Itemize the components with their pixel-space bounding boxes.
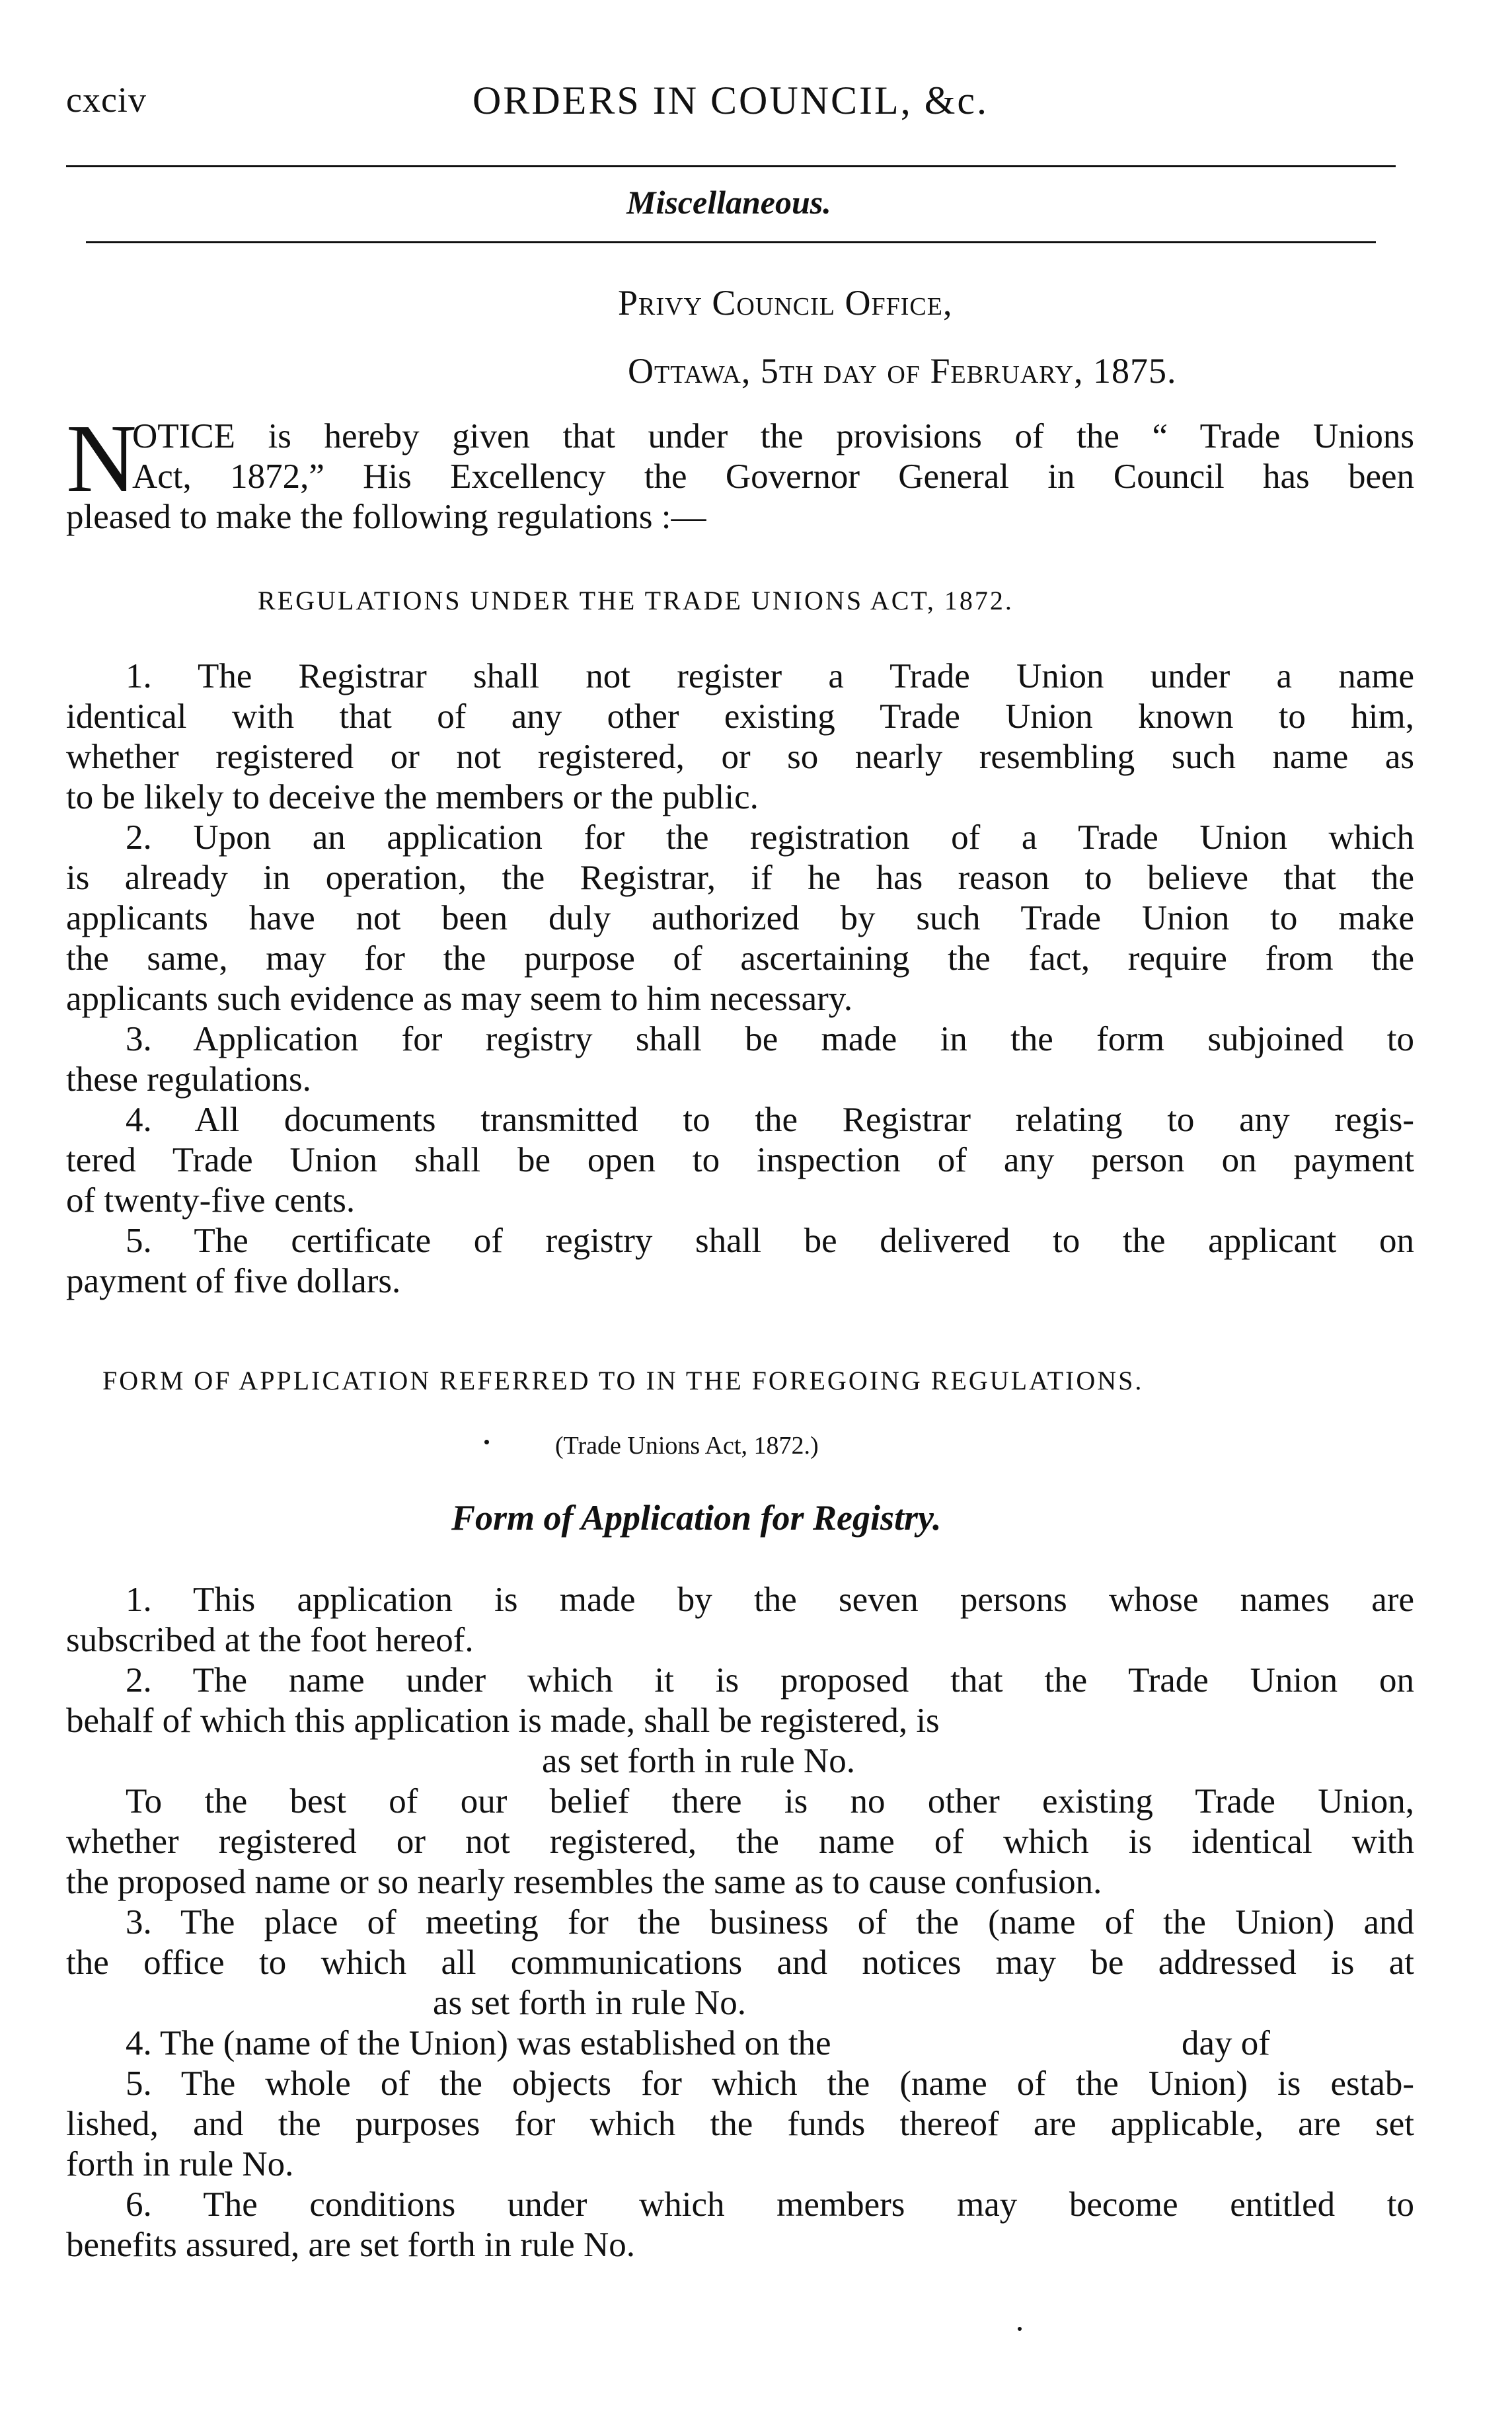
regulation-line: 2. Upon an application for the registration of a Trade Union which <box>126 818 1414 857</box>
notice-line-2: Act, 1872,” His Excellency the Governor General in Council has been <box>132 457 1414 496</box>
page-number: cxciv <box>66 80 147 120</box>
notice-line-3: pleased to make the following regulations :— <box>66 498 706 536</box>
regulation-line: 1. The Registrar shall not register a Trade Union under a name <box>126 657 1414 695</box>
form-heading: FORM OF APPLICATION REFERRED TO IN THE FOREGOING REGULATIONS. <box>102 1366 1144 1395</box>
regulation-line: the same, may for the purpose of ascertaining the fact, require from the <box>66 939 1414 978</box>
form-line-4-start: 4. The (name of the Union) was established on the <box>126 2024 831 2062</box>
stray-mark <box>484 1440 489 1444</box>
section-rule <box>86 241 1376 243</box>
form-line: as set forth in rule No. <box>542 1742 855 1780</box>
regulation-line: applicants such evidence as may seem to him necessary. <box>66 980 853 1018</box>
form-title: Form of Application for Registry. <box>451 1498 942 1538</box>
form-line: 3. The place of meeting for the business of the (name of the Union) and <box>126 1903 1414 1941</box>
form-line: as set forth in rule No. <box>433 1984 746 2022</box>
regulation-line: tered Trade Union shall be open to inspection of any person on payment <box>66 1141 1414 1179</box>
office-line: Privy Council Office, <box>618 283 953 323</box>
form-line: the office to which all communications and notices may be addressed is at <box>66 1943 1414 1982</box>
regulation-line: payment of five dollars. <box>66 1262 401 1300</box>
form-line-4-end: day of <box>1182 2024 1270 2062</box>
regulation-line: identical with that of any other existing Trade Union known to him, <box>66 697 1414 736</box>
form-body <box>66 1580 1414 2265</box>
regulation-line: is already in operation, the Registrar, if he has reason to believe that the <box>66 859 1414 897</box>
form-line: whether registered or not registered, the name of which is identical with <box>66 1822 1414 1861</box>
drop-cap: N <box>66 405 137 513</box>
form-line: subscribed at the foot hereof. <box>66 1621 474 1659</box>
regulations-list <box>66 656 1414 1302</box>
regulations-heading: REGULATIONS UNDER THE TRADE UNIONS ACT, 1872. <box>258 586 1014 615</box>
regulation-line: to be likely to deceive the members or the public. <box>66 778 759 816</box>
form-subheading: (Trade Unions Act, 1872.) <box>555 1432 819 1460</box>
form-line: 1. This application is made by the seven persons whose names are <box>126 1581 1414 1619</box>
form-line: lished, and the purposes for which the funds thereof are applicable, are set <box>66 2105 1414 2143</box>
section-title: Miscellaneous. <box>626 184 831 221</box>
form-line-4 <box>66 2023 1414 2064</box>
form-line: To the best of our belief there is no other existing Trade Union, <box>126 1782 1414 1821</box>
running-title: ORDERS IN COUNCIL, &c. <box>472 79 989 122</box>
regulation-line: applicants have not been duly authorized by such Trade Union to make <box>66 899 1414 937</box>
regulation-line: 3. Application for registry shall be made in the form subjoined to <box>126 1020 1414 1058</box>
top-rule <box>66 165 1396 167</box>
form-line: behalf of which this application is made, shall be registered, is <box>66 1702 940 1740</box>
regulation-line: 5. The certificate of registry shall be delivered to the applicant on <box>126 1222 1414 1260</box>
form-line: forth in rule No. <box>66 2145 294 2183</box>
notice-paragraph <box>66 416 1414 537</box>
form-line: 2. The name under which it is proposed that the Trade Union on <box>126 1661 1414 1700</box>
stray-mark <box>1018 2327 1022 2331</box>
form-line: 6. The conditions under which members may become entitled to <box>126 2185 1414 2224</box>
form-line: benefits assured, are set forth in rule No. <box>66 2226 635 2264</box>
regulation-line: of twenty-five cents. <box>66 1181 356 1220</box>
regulation-line: whether registered or not registered, or so nearly resembling such name as <box>66 738 1414 776</box>
form-line: 5. The whole of the objects for which the (name of the Union) is estab- <box>126 2064 1414 2103</box>
form-line: the proposed name or so nearly resembles the same as to cause confusion. <box>66 1863 1102 1901</box>
regulation-line: these regulations. <box>66 1060 311 1099</box>
notice-line-1: OTICE is hereby given that under the provisions of the “ Trade Unions <box>132 417 1414 455</box>
date-line: Ottawa, 5th day of February, 1875. <box>628 351 1177 391</box>
regulation-line: 4. All documents transmitted to the Registrar relating to any regis- <box>126 1101 1414 1139</box>
